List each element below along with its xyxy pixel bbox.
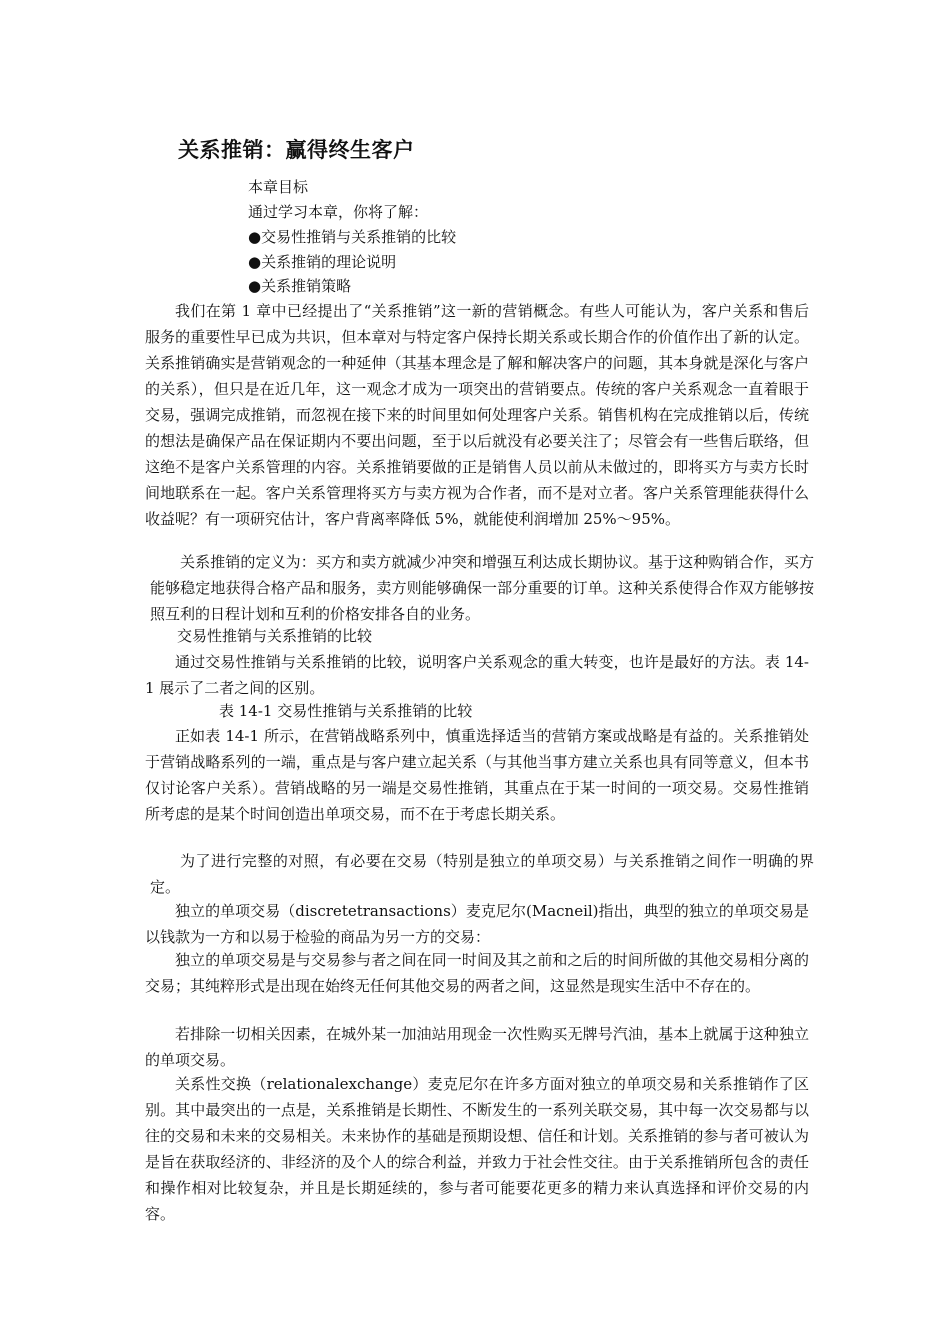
body-paragraph: 通过交易性推销与关系推销的比较，说明客户关系观念的重大转变，也许是最好的方法。表 14-1 展示了二者之间的区别。 <box>145 653 809 697</box>
objectives-heading: 本章目标 <box>248 178 309 196</box>
body-paragraph: 为了进行完整的对照，有必要在交易（特别是独立的单项交易）与关系推销之间作一明确的界定。 <box>150 852 814 896</box>
body-paragraph: 关系性交换（relationalexchange）麦克尼尔在许多方面对独立的单项交易和关系推销作了区别。其中最突出的一点是，关系推销是长期性、不断发生的一系列关联交易，其中每一次交易都与以往的交易和未来的交易相关。未来协作的基础是预期设想、信任和计划。关系推销的参与者可被认为是旨在获取经济的、非经济的及个人的综合利益，并致力于社会性交往。由于关系推销所包含的责任和操作相对比较复杂，并且是长期延续的，参与者可能要花更多的精力来认真选择和评价交易的内容。 <box>145 1075 809 1223</box>
objective-bullet: ●交易性推销与关系推销的比较 <box>248 228 457 246</box>
body-paragraph: 若排除一切相关因素，在城外某一加油站用现金一次性购买无牌号汽油，基本上就属于这种独立的单项交易。 <box>145 1025 809 1069</box>
document-title: 关系推销：赢得终生客户 <box>178 138 415 162</box>
body-paragraph: 正如表 14-1 所示，在营销战略系列中，慎重选择适当的营销方案或战略是有益的。关系推销处于营销战略系列的一端，重点是与客户建立起关系（与其他当事方建立关系也具有同等意义，但本书仅讨论客户关系）。营销战略的另一端是交易性推销，其重点在于某一时间的一项交易。交易性推销所考虑的是某个时间创造出单项交易，而不在于考虑长期关系。 <box>145 727 809 823</box>
table-caption: 表 14-1 交易性推销与关系推销的比较 <box>219 702 473 720</box>
objective-bullet: ●关系推销策略 <box>248 277 352 295</box>
body-paragraph: 关系推销的定义为：买方和卖方就减少冲突和增强互利达成长期协议。基于这种购销合作，买方能够稳定地获得合格产品和服务，卖方则能够确保一部分重要的订单。这种关系使得合作双方能够按照互利的日程计划和互利的价格安排各自的业务。 <box>150 553 814 623</box>
objective-bullet: ●关系推销的理论说明 <box>248 253 397 271</box>
objectives-intro: 通过学习本章，你将了解： <box>248 203 429 221</box>
body-paragraph: 我们在第 1 章中已经提出了“关系推销”这一新的营销概念。有些人可能认为，客户关系和售后服务的重要性早已成为共识，但本章对与特定客户保持长期关系或长期合作的价值作出了新的认定。关系推销确实是营销观念的一种延伸（其基本理念是了解和解决客户的问题，其本身就是深化与客户的关系），但只是在近几年，这一观念才成为一项突出的营销要点。传统的客户关系观念一直着眼于交易，强调完成推销，而忽视在接下来的时间里如何处理客户关系。销售机构在完成推销以后，传统的想法是确保产品在保证期内不要出问题，至于以后就没有必要关注了；尽管会有一些售后联络，但这绝不是客户关系管理的内容。关系推销要做的正是销售人员以前从未做过的，即将买方与卖方长时间地联系在一起。客户关系管理将买方与卖方视为合作者，而不是对立者。客户关系管理能获得什么收益呢？有一项研究估计，客户背离率降低 5%，就能使利润增加 25%～95%。 <box>145 302 809 528</box>
body-paragraph: 独立的单项交易（discretetransactions）麦克尼尔(Macneil)指出，典型的独立的单项交易是以钱款为一方和以易于检验的商品为另一方的交易： <box>145 902 809 946</box>
body-paragraph: 独立的单项交易是与交易参与者之间在同一时间及其之前和之后的时间所做的其他交易相分离的交易；其纯粹形式是出现在始终无任何其他交易的两者之间，这显然是现实生活中不存在的。 <box>145 951 809 995</box>
section-heading: 交易性推销与关系推销的比较 <box>177 627 373 645</box>
